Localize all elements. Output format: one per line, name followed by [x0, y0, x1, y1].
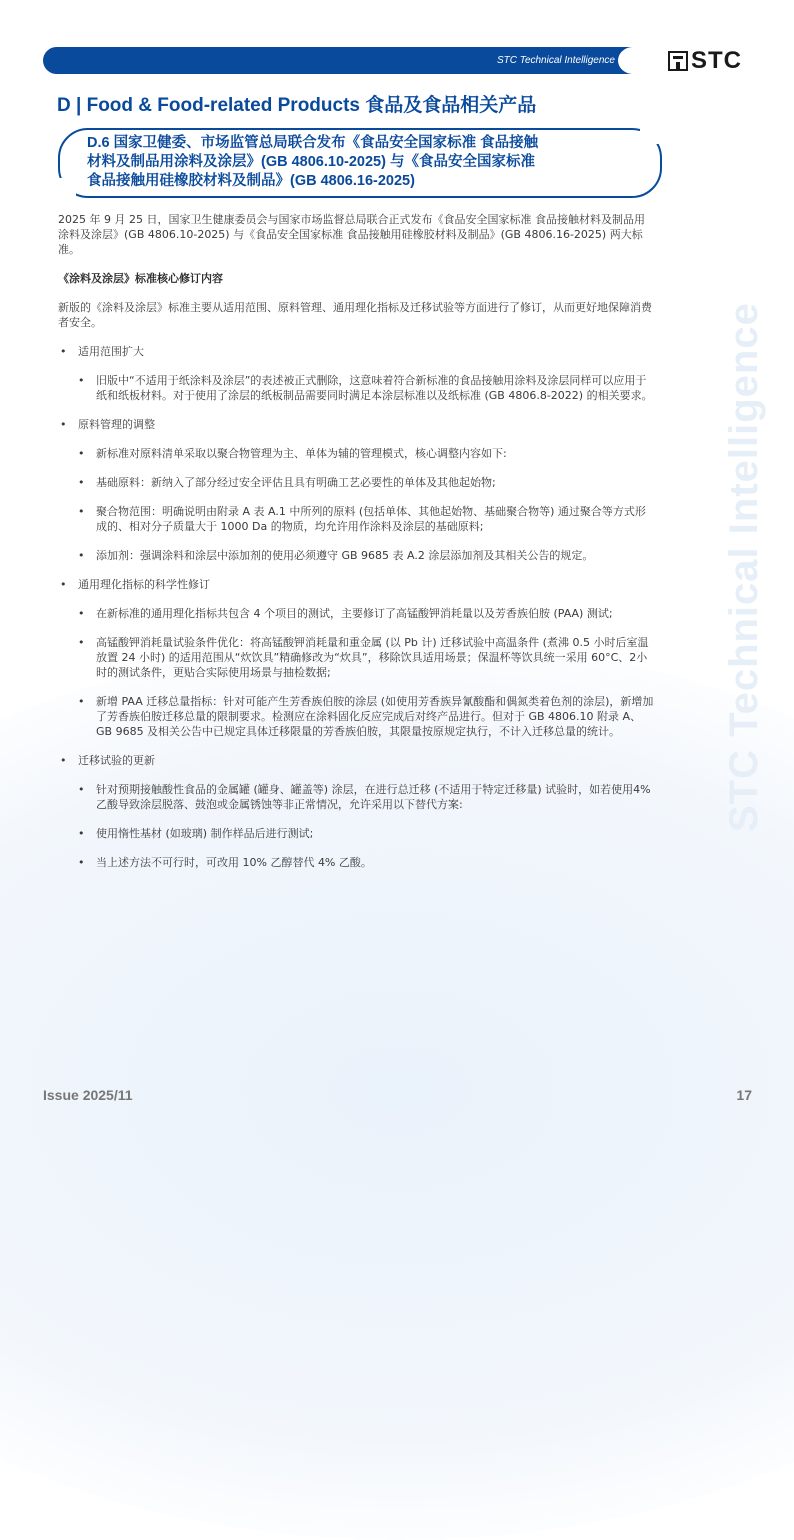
article-title-line: 食品接触用硅橡胶材料及制品》(GB 4806.16-2025)	[87, 173, 415, 189]
stc-logo-text: STC	[691, 47, 742, 74]
sub-bullet: • 在新标准的通用理化指标共包含 4 个项目的测试，主要修订了高锰酸钾消耗量以及芳香族伯胺 (PAA) 测试;	[58, 606, 654, 621]
subheading: 《涂料及涂层》标准核心修订内容	[58, 272, 223, 285]
bullet-migration: • 迁移试验的更新	[58, 753, 654, 768]
sub-bullet: • 当上述方法不可行时，可改用 10% 乙醇替代 4% 乙酸。	[58, 855, 654, 870]
bullet-scope: • 适用范围扩大	[58, 344, 654, 359]
sub-bullet: • 新增 PAA 迁移总量指标：针对可能产生芳香族伯胺的涂层 (如使用芳香族异氰酸酯和偶氮类着色剂的涂层)，新增加了芳香族伯胺迁移总量的限制要求。检测应在涂料固化反应完成后对终产品进行。但对于 GB 4806.10 附录 A、GB 9685 及相关公告中已规定具体迁移限量的芳香族伯胺，其限量按原规定执行，不计入迁移总量的统计。	[58, 694, 654, 739]
box-gap-top-right	[640, 126, 662, 144]
sub-bullet: • 聚合物范围：明确说明由附录 A 表 A.1 中所列的原料 (包括单体、其他起始物、基础聚合物等) 通过聚合等方式形成的、相对分子质量大于 1000 Da 的物质，均允许用作涂料及涂层的基础原料;	[58, 504, 654, 534]
header-banner-text: STC Technical Intelligence	[496, 55, 615, 66]
stc-logo	[668, 49, 742, 73]
article-title-line: D.6 国家卫健委、市场监管总局联合发布《食品安全国家标准 食品接触	[87, 135, 539, 151]
bullet-physchem: • 通用理化指标的科学性修订	[58, 577, 654, 592]
section-title: D | Food & Food-related Products 食品及食品相关产品	[57, 95, 537, 116]
issue-label: Issue 2025/11	[43, 1087, 133, 1103]
side-watermark: STC Technical Intelligence	[722, 302, 766, 832]
sub-bullet: • 添加剂：强调涂料和涂层中添加剂的使用必须遵守 GB 9685 表 A.2 涂层添加剂及其相关公告的规定。	[58, 548, 654, 563]
summary-paragraph: 新版的《涂料及涂层》标准主要从适用范围、原料管理、通用理化指标及迁移试验等方面进行了修订，从而更好地保障消费者安全。	[58, 301, 652, 329]
header-banner-tail	[618, 47, 648, 74]
sub-bullet: • 高锰酸钾消耗量试验条件优化：将高锰酸钾消耗量和重金属 (以 Pb 计) 迁移试验中高温条件 (煮沸 0.5 小时后室温放置 24 小时) 的适用范围从“炊饮具”精确修改为“炊具”，移除饮具适用场景；保温杯等饮具统一采用 60°C、2小时的测试条件，更贴合实际使用场景与抽检数据;	[58, 635, 654, 680]
sub-bullet: • 旧版中“不适用于纸涂料及涂层”的表述被正式删除，这意味着符合新标准的食品接触用涂料及涂层同样可以应用于纸和纸板材料。对于使用了涂层的纸板制品需要同时满足本涂层标准以及纸标准 (GB 4806.8-2022) 的相关要求。	[58, 373, 654, 403]
intro-paragraph: 2025 年 9 月 25 日，国家卫生健康委员会与国家市场监督总局联合正式发布《食品安全国家标准 食品接触材料及制品用涂料及涂层》(GB 4806.10-2025) 与《食品安全国家标准 食品接触用硅橡胶材料及制品》(GB 4806.16-2025) 两大标准。	[58, 213, 645, 256]
bullet-raw-materials: • 原料管理的调整	[58, 417, 654, 432]
sub-bullet: • 针对预期接触酸性食品的金属罐 (罐身、罐盖等) 涂层，在进行总迁移 (不适用于特定迁移量) 试验时，如若使用4%乙酸导致涂层脱落、鼓泡或金属锈蚀等非正常情况，允许采用以下替代方案:	[58, 782, 654, 812]
article-body	[58, 212, 654, 884]
sub-bullet: • 新标准对原料清单采取以聚合物管理为主、单体为辅的管理模式，核心调整内容如下:	[58, 446, 654, 461]
article-title-line: 材料及制品用涂料及涂层》(GB 4806.10-2025) 与《食品安全国家标准	[87, 154, 535, 170]
sub-bullet: • 基础原料：新纳入了部分经过安全评估且具有明确工艺必要性的单体及其他起始物;	[58, 475, 654, 490]
article-title	[87, 134, 607, 191]
box-gap-bottom-left	[54, 178, 76, 196]
sub-bullet: • 使用惰性基材 (如玻璃) 制作样品后进行测试;	[58, 826, 654, 841]
stc-logo-icon	[668, 51, 688, 71]
page-number: 17	[736, 1087, 752, 1103]
